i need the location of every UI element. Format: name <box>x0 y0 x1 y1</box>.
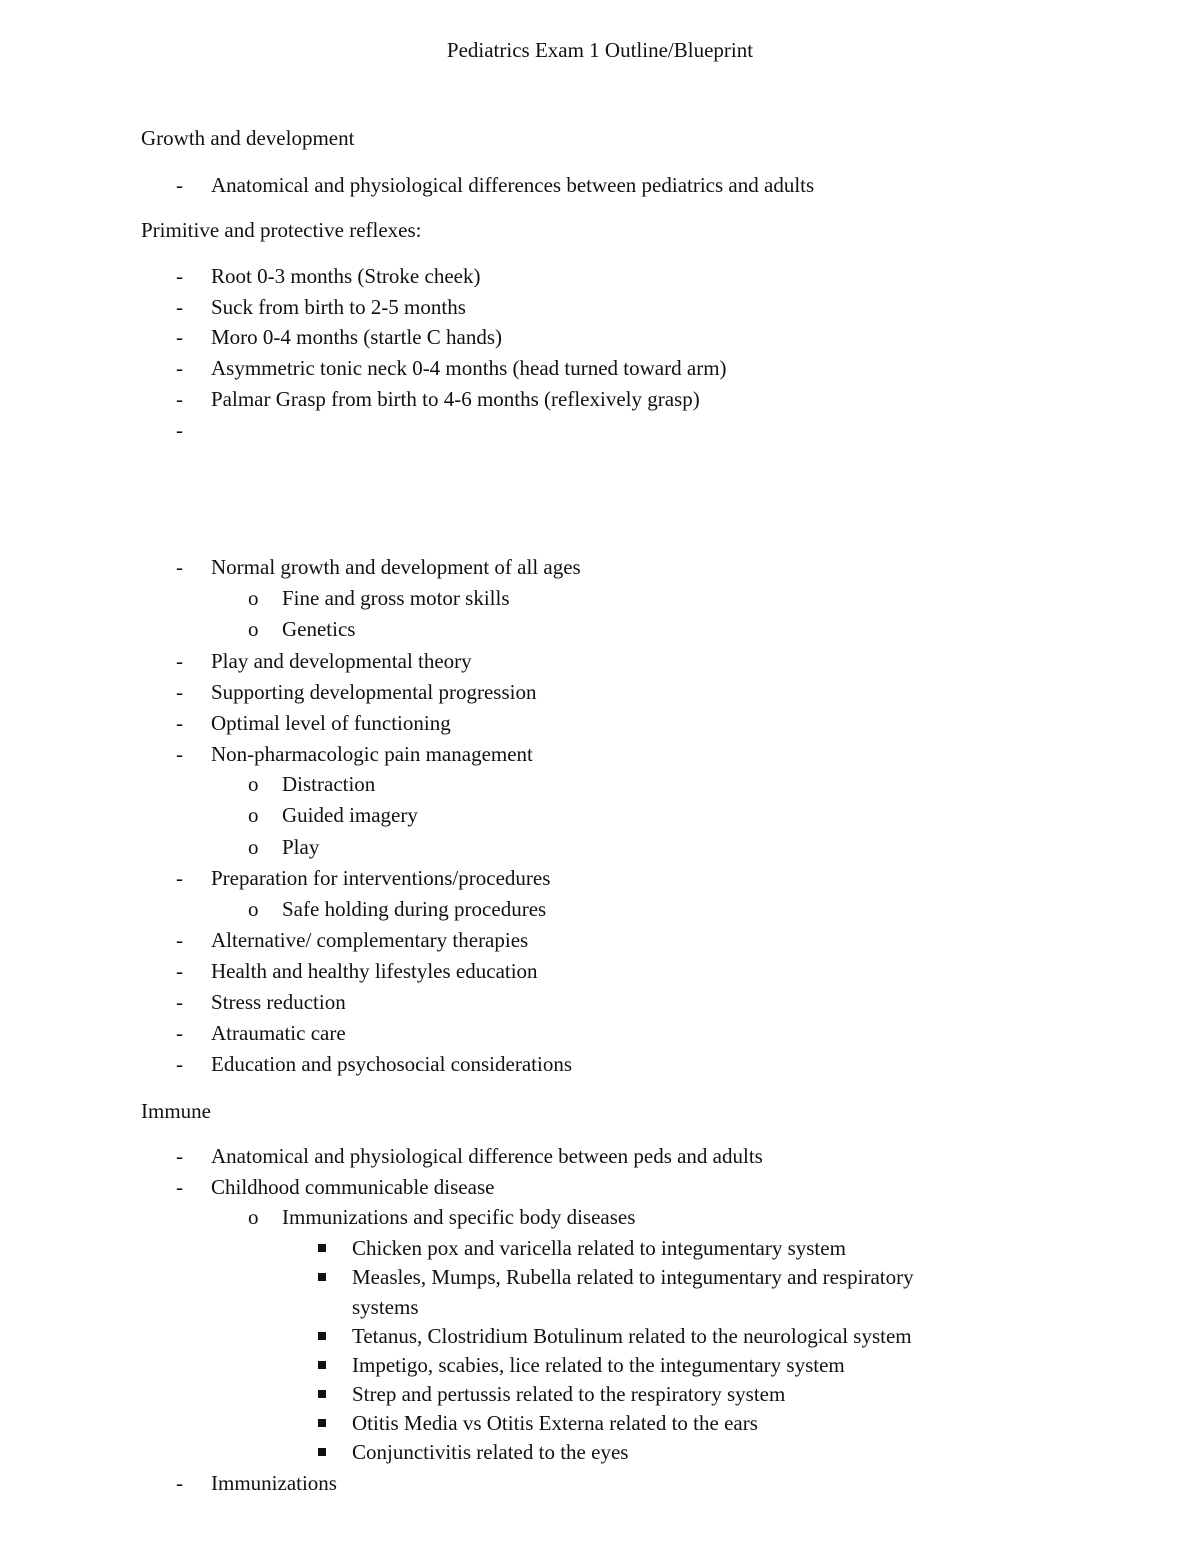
sub-list-item: Guided imagery <box>282 803 418 827</box>
square-bullet <box>318 1448 326 1456</box>
dash-bullet: - <box>176 356 183 380</box>
list-item: Asymmetric tonic neck 0-4 months (head turned toward arm) <box>211 356 727 380</box>
sub-sub-list-item: Tetanus, Clostridium Botulinum related to the neurological system <box>352 1324 912 1348</box>
sub-sub-list-item: Otitis Media vs Otitis Externa related to the ears <box>352 1411 758 1435</box>
list-item: Moro 0-4 months (startle C hands) <box>211 325 503 349</box>
sub-list-item: Safe holding during procedures <box>282 897 547 921</box>
list-item: Palmar Grasp from birth to 4-6 months (reflexively grasp) <box>211 387 700 411</box>
dash-bullet: - <box>176 387 183 411</box>
square-bullet <box>318 1361 326 1369</box>
square-bullet <box>318 1419 326 1427</box>
dash-bullet: - <box>176 1471 183 1495</box>
sub-list-item: Distraction <box>282 772 376 796</box>
dash-bullet: - <box>176 1021 183 1045</box>
dash-bullet: - <box>176 1052 183 1076</box>
sub-sub-list-item: Strep and pertussis related to the respiratory system <box>352 1382 786 1406</box>
sub-list-item: Fine and gross motor skills <box>282 586 510 610</box>
dash-bullet: - <box>176 959 183 983</box>
square-bullet <box>318 1390 326 1398</box>
sub-sub-list-item: Chicken pox and varicella related to integumentary system <box>352 1236 846 1260</box>
list-item: Optimal level of functioning <box>211 711 451 735</box>
dash-bullet: - <box>176 264 183 288</box>
dash-bullet: - <box>176 295 183 319</box>
square-bullet <box>318 1332 326 1340</box>
sub-list-item: Genetics <box>282 617 356 641</box>
dash-bullet: - <box>176 928 183 952</box>
dash-bullet: - <box>176 1144 183 1168</box>
list-item: Anatomical and physiological difference between peds and adults <box>211 1144 763 1168</box>
circle-bullet: o <box>248 1205 259 1229</box>
list-item: Play and developmental theory <box>211 649 472 673</box>
circle-bullet: o <box>248 897 259 921</box>
section-heading-reflexes: Primitive and protective reflexes: <box>141 218 422 242</box>
dash-bullet: - <box>176 1175 183 1199</box>
list-item: Non-pharmacologic pain management <box>211 742 533 766</box>
square-bullet <box>318 1244 326 1252</box>
sub-sub-list-item: Conjunctivitis related to the eyes <box>352 1440 629 1464</box>
sub-sub-list-item: Measles, Mumps, Rubella related to integumentary and respiratory <box>352 1265 914 1289</box>
list-item: Preparation for interventions/procedures <box>211 866 551 890</box>
list-item: Anatomical and physiological differences between pediatrics and adults <box>211 173 815 197</box>
dash-bullet: - <box>176 325 183 349</box>
sub-sub-list-item-continuation: systems <box>352 1295 419 1319</box>
dash-bullet: - <box>176 173 183 197</box>
circle-bullet: o <box>248 835 259 859</box>
circle-bullet: o <box>248 803 259 827</box>
sub-sub-list-item: Impetigo, scabies, lice related to the integumentary system <box>352 1353 845 1377</box>
list-item: Health and healthy lifestyles education <box>211 959 538 983</box>
page-title: Pediatrics Exam 1 Outline/Blueprint <box>446 38 754 62</box>
list-item: Suck from birth to 2-5 months <box>211 295 466 319</box>
list-item: Alternative/ complementary therapies <box>211 928 529 952</box>
dash-bullet: - <box>176 711 183 735</box>
circle-bullet: o <box>248 772 259 796</box>
dash-bullet: - <box>176 866 183 890</box>
dash-bullet: - <box>176 990 183 1014</box>
list-item: Normal growth and development of all ages <box>211 555 581 579</box>
square-bullet <box>318 1273 326 1281</box>
circle-bullet: o <box>248 617 259 641</box>
dash-bullet: - <box>176 649 183 673</box>
list-item: Education and psychosocial considerations <box>211 1052 572 1076</box>
list-item: Root 0-3 months (Stroke cheek) <box>211 264 481 288</box>
dash-bullet-empty: - <box>176 418 183 442</box>
section-heading-growth: Growth and development <box>141 126 355 150</box>
sub-list-item: Immunizations and specific body diseases <box>282 1205 636 1229</box>
dash-bullet: - <box>176 680 183 704</box>
sub-list-item: Play <box>282 835 320 859</box>
dash-bullet: - <box>176 555 183 579</box>
list-item: Stress reduction <box>211 990 346 1014</box>
list-item: Childhood communicable disease <box>211 1175 495 1199</box>
circle-bullet: o <box>248 586 259 610</box>
list-item: Immunizations <box>211 1471 337 1495</box>
list-item: Atraumatic care <box>211 1021 346 1045</box>
dash-bullet: - <box>176 742 183 766</box>
section-heading-immune: Immune <box>141 1099 211 1123</box>
list-item: Supporting developmental progression <box>211 680 537 704</box>
